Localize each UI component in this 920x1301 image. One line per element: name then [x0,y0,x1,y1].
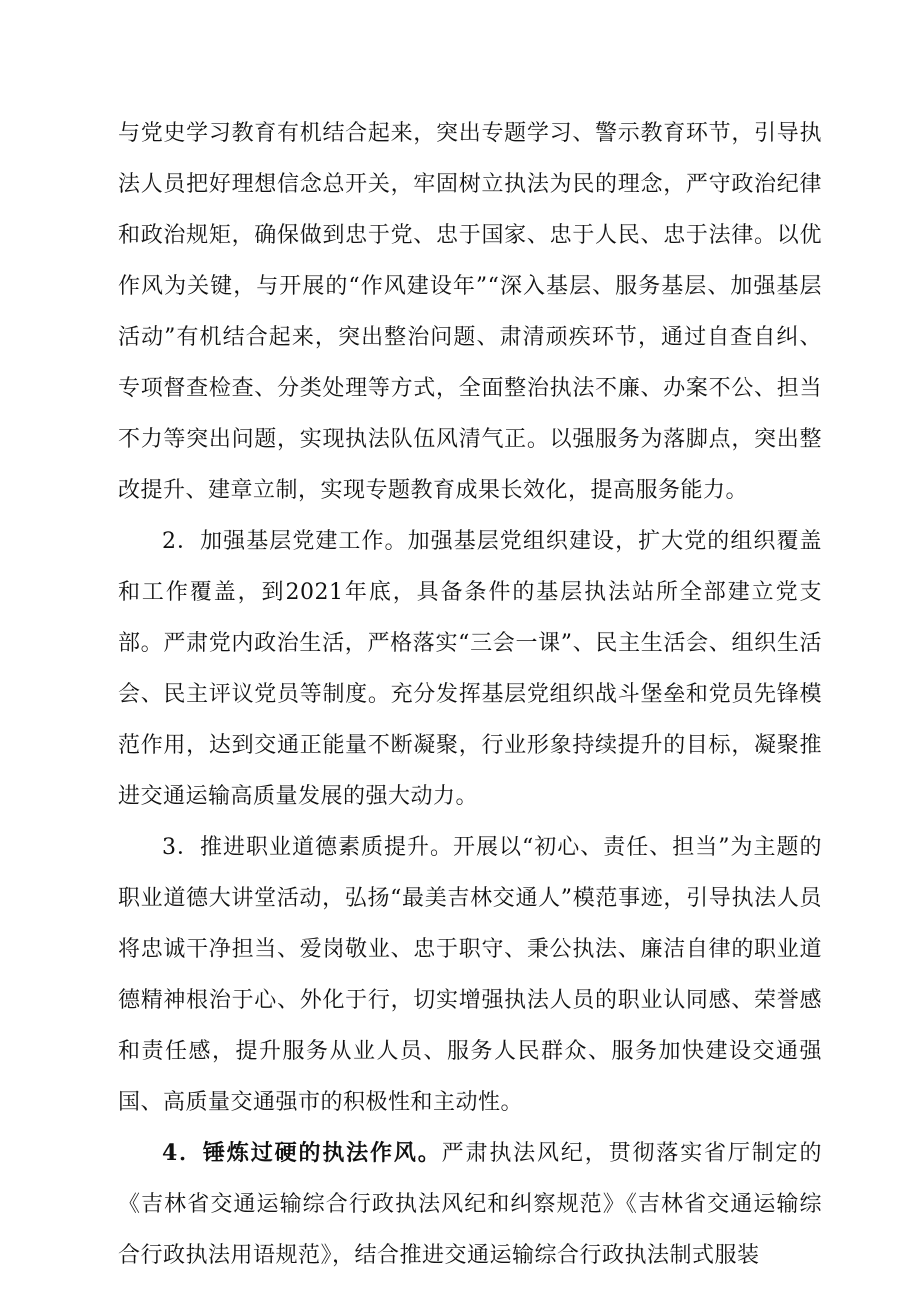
paragraph-text: 与党史学习教育有机结合起来，突出专题学习、警示教育环节，引导执法人员把好理想信念总开关，牢固树立执法为民的理念，严守政治纪律和政治规矩，确保做到忠于党、忠于国家、忠于人民、忠于法律。以优作风为关键，与开展的“作风建设年”“深入基层、服务基层、加强基层活动”有机结合起来，突出整治问题、肃清顽疾环节，通过自查自纠、专项督查检查、分类处理等方式，全面整治执法不廉、办案不公、担当不力等突出问题，实现执法队伍风清气正。以强服务为落脚点，突出整改提升、建章立制，实现专题教育成果长效化，提高服务能力。 [118,121,822,503]
paragraph-lead-heading: 4．锤炼过硬的执法作风。 [162,1140,442,1166]
paragraph-enforcement-style [118,1128,822,1281]
paragraph-party-history-education [118,108,822,516]
paragraph-text: 3．推进职业道德素质提升。开展以“初心、责任、担当”为主题的职业道德大讲堂活动，弘扬“最美吉林交通人”模范事迹，引导执法人员将忠诚干净担当、爱岗敬业、忠于职守、秉公执法、廉洁自律的职业道德精神根治于心、外化于行，切实增强执法人员的职业认同感、荣誉感和责任感，提升服务从业人员、服务人民群众、服务加快建设交通强国、高质量交通强市的积极性和主动性。 [118,835,822,1115]
paragraph-text: 2．加强基层党建工作。加强基层党组织建设，扩大党的组织覆盖和工作覆盖，到2021年底，具备条件的基层执法站所全部建立党支部。严肃党内政治生活，严格落实“三会一课”、民主生活会、组织生活会、民主评议党员等制度。充分发挥基层党组织战斗堡垒和党员先锋模范作用，达到交通正能量不断凝聚，行业形象持续提升的目标，凝聚推进交通运输高质量发展的强大动力。 [118,529,822,809]
paragraph-grassroots-party-building [118,516,822,822]
paragraph-professional-ethics [118,822,822,1128]
paragraph-text: 严肃执法风纪，贯彻落实省厅制定的《吉林省交通运输综合行政执法风纪和纠察规范》《吉林省交通运输综合行政执法用语规范》，结合推进交通运输综合行政执法制式服装 [118,1141,822,1268]
document-body [118,108,822,1281]
